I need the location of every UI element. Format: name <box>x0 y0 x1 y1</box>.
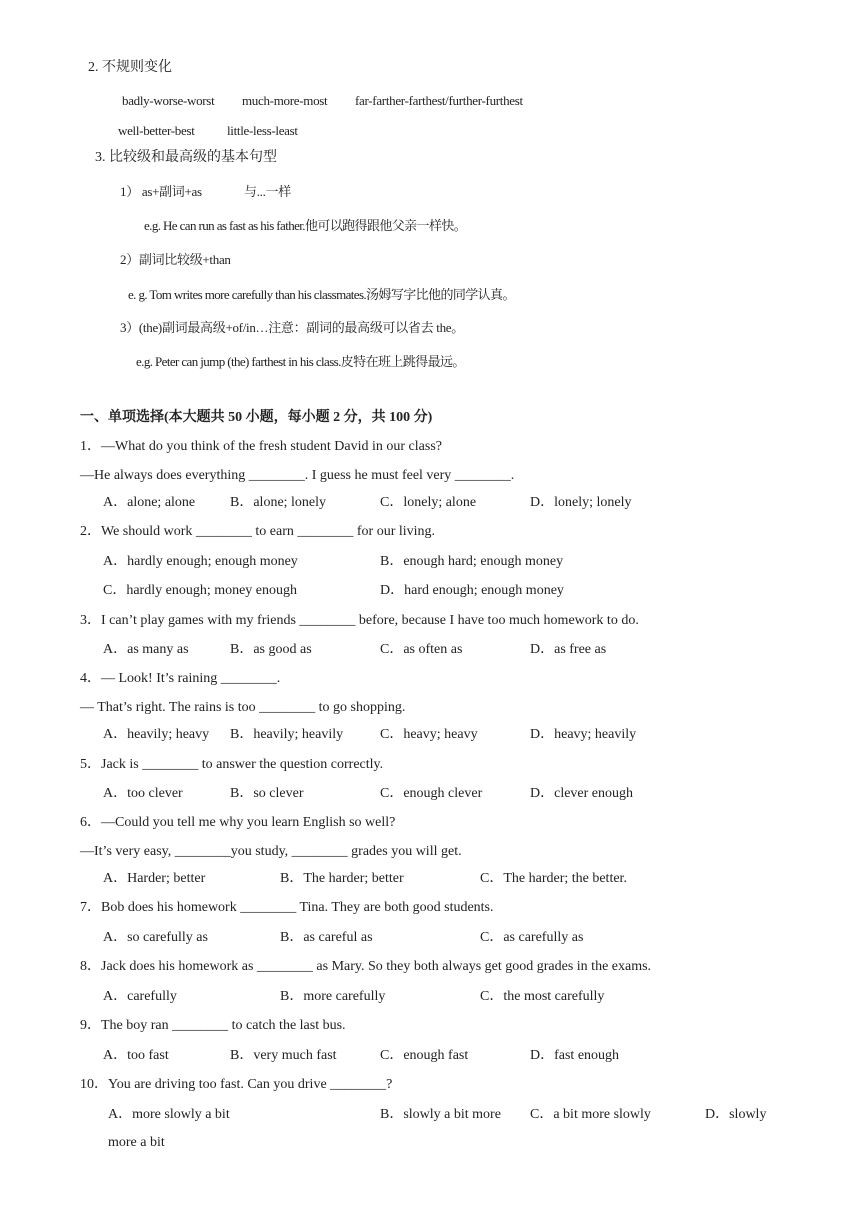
option-c[interactable]: C．as often as <box>380 642 463 657</box>
option-a[interactable]: A．hardly enough; enough money <box>103 554 298 569</box>
option-d[interactable]: D．hard enough; enough money <box>380 583 564 598</box>
pattern-3-title: 3）(the)副词最高级+of/in…注意：副词的最高级可以省去 the。 <box>120 320 464 335</box>
question-stem: 10．You are driving too fast. Can you drive ________? <box>80 1077 393 1092</box>
option-a[interactable]: A．so carefully as <box>103 930 208 945</box>
option-c[interactable]: C．The harder; the better. <box>480 871 627 886</box>
option-b[interactable]: B．as careful as <box>280 930 373 945</box>
pattern-1-title: 1） as+副词+as <box>120 184 202 199</box>
pattern-2-title: 2）副词比较级+than <box>120 252 231 267</box>
irregular-form: badly-worse-worst <box>122 93 215 108</box>
option-a[interactable]: A．too fast <box>103 1048 169 1063</box>
option-b[interactable]: B．alone; lonely <box>230 495 327 510</box>
pattern-1-example: e.g. He can run as fast as his father.他可以跑得跟他父亲一样快。 <box>144 218 467 233</box>
option-d[interactable]: D．slowly <box>705 1107 767 1122</box>
option-a[interactable]: A．as many as <box>103 642 189 657</box>
question-stem: 7．Bob does his homework ________ Tina. They are both good students. <box>80 900 494 915</box>
question-stem: 2．We should work ________ to earn ________ for our living. <box>80 524 436 539</box>
question-stem: 4．— Look! It’s raining ________. <box>80 671 281 686</box>
question-stem: 5．Jack is ________ to answer the question correctly. <box>80 757 384 772</box>
question-stem-reply: — That’s right. The rains is too ________ to go shopping. <box>80 700 406 715</box>
option-a[interactable]: A．more slowly a bit <box>108 1107 230 1122</box>
option-b[interactable]: B．The harder; better <box>280 871 404 886</box>
question-stem: 3．I can’t play games with my friends ________ before, because I have too much homework to do. <box>80 613 639 628</box>
patterns-heading: 3. 比较级和最高级的基本句型 <box>95 150 277 165</box>
question-stem: 9．The boy ran ________ to catch the last bus. <box>80 1018 346 1033</box>
option-d[interactable]: D．lonely; lonely <box>530 495 632 510</box>
section-title: 一、单项选择(本大题共 50 小题，每小题 2 分，共 100 分) <box>80 410 433 425</box>
pattern-2-example: e. g. Tom writes more carefully than his classmates.汤姆写字比他的同学认真。 <box>128 287 515 302</box>
option-a[interactable]: A．carefully <box>103 989 177 1004</box>
option-d[interactable]: D．heavy; heavily <box>530 727 637 742</box>
pattern-1-meaning: 与...一样 <box>244 184 291 199</box>
irregular-form: well-better-best <box>118 123 195 138</box>
option-a[interactable]: A．alone; alone <box>103 495 196 510</box>
option-b[interactable]: B．more carefully <box>280 989 386 1004</box>
option-b[interactable]: B．very much fast <box>230 1048 337 1063</box>
question-stem: 8．Jack does his homework as ________ as Mary. So they both always get good grades in the exams. <box>80 959 652 974</box>
irregular-form: far-farther-farthest/further-furthest <box>355 93 523 108</box>
option-b[interactable]: B．as good as <box>230 642 312 657</box>
option-c[interactable]: C．enough clever <box>380 786 483 801</box>
option-d[interactable]: D．as free as <box>530 642 607 657</box>
irregular-heading: 2. 不规则变化 <box>88 60 172 75</box>
option-c[interactable]: C．enough fast <box>380 1048 469 1063</box>
option-c[interactable]: C．a bit more slowly <box>530 1107 651 1122</box>
question-stem: 6．—Could you tell me why you learn English so well? <box>80 815 396 830</box>
question-stem: 1．—What do you think of the fresh student David in our class? <box>80 439 442 454</box>
option-b[interactable]: B．slowly a bit more <box>380 1107 501 1122</box>
question-stem-reply: —He always does everything ________. I guess he must feel very ________. <box>80 468 515 483</box>
option-b[interactable]: B．so clever <box>230 786 304 801</box>
question-stem-reply: —It’s very easy, ________you study, ________ grades you will get. <box>80 844 462 859</box>
option-b[interactable]: B．heavily; heavily <box>230 727 344 742</box>
option-d[interactable]: D．clever enough <box>530 786 634 801</box>
option-c[interactable]: C．as carefully as <box>480 930 584 945</box>
option-a[interactable]: A．Harder; better <box>103 871 206 886</box>
option-a[interactable]: A．too clever <box>103 786 183 801</box>
irregular-form: little-less-least <box>227 123 298 138</box>
option-a[interactable]: A．heavily; heavy <box>103 727 210 742</box>
option-d[interactable]: D．fast enough <box>530 1048 620 1063</box>
option-c[interactable]: C．the most carefully <box>480 989 605 1004</box>
irregular-form: much-more-most <box>242 93 328 108</box>
option-d-wrap[interactable]: more a bit <box>108 1135 165 1150</box>
option-c[interactable]: C．hardly enough; money enough <box>103 583 298 598</box>
pattern-3-example: e.g. Peter can jump (the) farthest in his class.皮特在班上跳得最远。 <box>136 354 465 369</box>
option-c[interactable]: C．lonely; alone <box>380 495 477 510</box>
option-c[interactable]: C．heavy; heavy <box>380 727 478 742</box>
option-b[interactable]: B．enough hard; enough money <box>380 554 564 569</box>
